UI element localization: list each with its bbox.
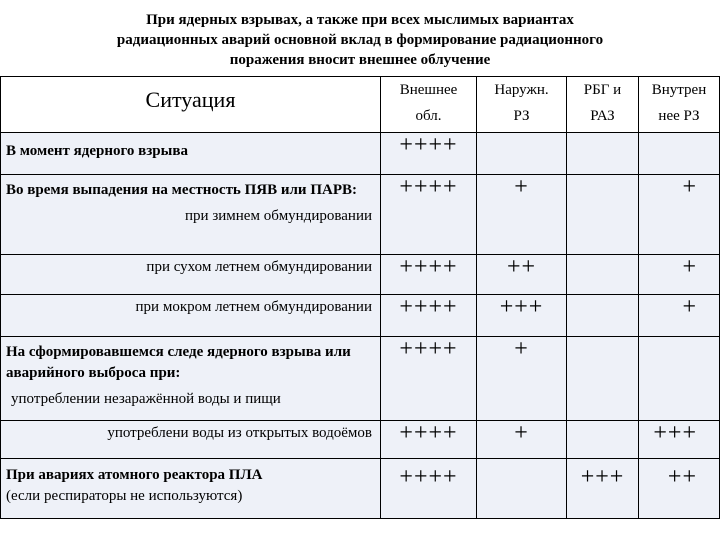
title-line-3: поражения вносит внешнее облучение (229, 52, 491, 68)
cell-outer-rz (477, 459, 567, 519)
title-line-1: При ядерных взрывах, а также при всех мыслимых вариантах (146, 12, 574, 28)
cell-rbg (567, 133, 639, 175)
row-label: В момент ядерного взрыва (1, 133, 381, 175)
cell-inner-rz: + (639, 255, 720, 295)
cell-inner-rz: + (639, 295, 720, 337)
slide-title (0, 10, 720, 70)
cell-external: ++++ (381, 337, 477, 421)
header-situation: Ситуация (1, 77, 381, 133)
row-label: На сформировавшемся следе ядерного взрыва или аварийного выброса при: употреблении незаражённой воды и пищи (1, 337, 381, 421)
cell-outer-rz: +++ (477, 295, 567, 337)
cell-rbg (567, 421, 639, 459)
table-row (1, 133, 720, 175)
cell-external: ++++ (381, 295, 477, 337)
cell-external: ++++ (381, 421, 477, 459)
row-label: при сухом летнем обмундировании (1, 255, 381, 295)
row-label: Во время выпадения на местность ПЯВ или ПАРВ: при зимнем обмундировании (1, 175, 381, 255)
table-row (1, 295, 720, 337)
header-inner-rz: Внутрен нее РЗ (639, 77, 720, 133)
row-label: При авариях атомного реактора ПЛА (если респираторы не используются) (1, 459, 381, 519)
cell-external: ++++ (381, 459, 477, 519)
cell-inner-rz (639, 337, 720, 421)
cell-rbg (567, 295, 639, 337)
cell-inner-rz: ++ (639, 459, 720, 519)
cell-rbg (567, 175, 639, 255)
row-label: употреблени воды из открытых водоёмов (1, 421, 381, 459)
cell-outer-rz (477, 133, 567, 175)
cell-external: ++++ (381, 175, 477, 255)
title-line-2: радиационных аварий основной вклад в формирование радиационного (116, 32, 604, 48)
header-rbg: РБГ и РАЗ (567, 77, 639, 133)
cell-inner-rz: +++ (639, 421, 720, 459)
table-row (1, 255, 720, 295)
header-external: Внешнее обл. (381, 77, 477, 133)
row-label: при мокром летнем обмундировании (1, 295, 381, 337)
cell-external: ++++ (381, 255, 477, 295)
header-outer-rz: Наружн. РЗ (477, 77, 567, 133)
cell-outer-rz: + (477, 421, 567, 459)
table-row (1, 337, 720, 421)
cell-outer-rz: + (477, 175, 567, 255)
table-row (1, 175, 720, 255)
radiation-contribution-table (0, 76, 720, 519)
cell-rbg (567, 255, 639, 295)
cell-outer-rz: ++ (477, 255, 567, 295)
table-row (1, 459, 720, 519)
cell-outer-rz: + (477, 337, 567, 421)
cell-rbg: +++ (567, 459, 639, 519)
cell-external: ++++ (381, 133, 477, 175)
table-row (1, 421, 720, 459)
cell-inner-rz: + (639, 175, 720, 255)
cell-inner-rz (639, 133, 720, 175)
cell-rbg (567, 337, 639, 421)
header-row (1, 77, 720, 133)
